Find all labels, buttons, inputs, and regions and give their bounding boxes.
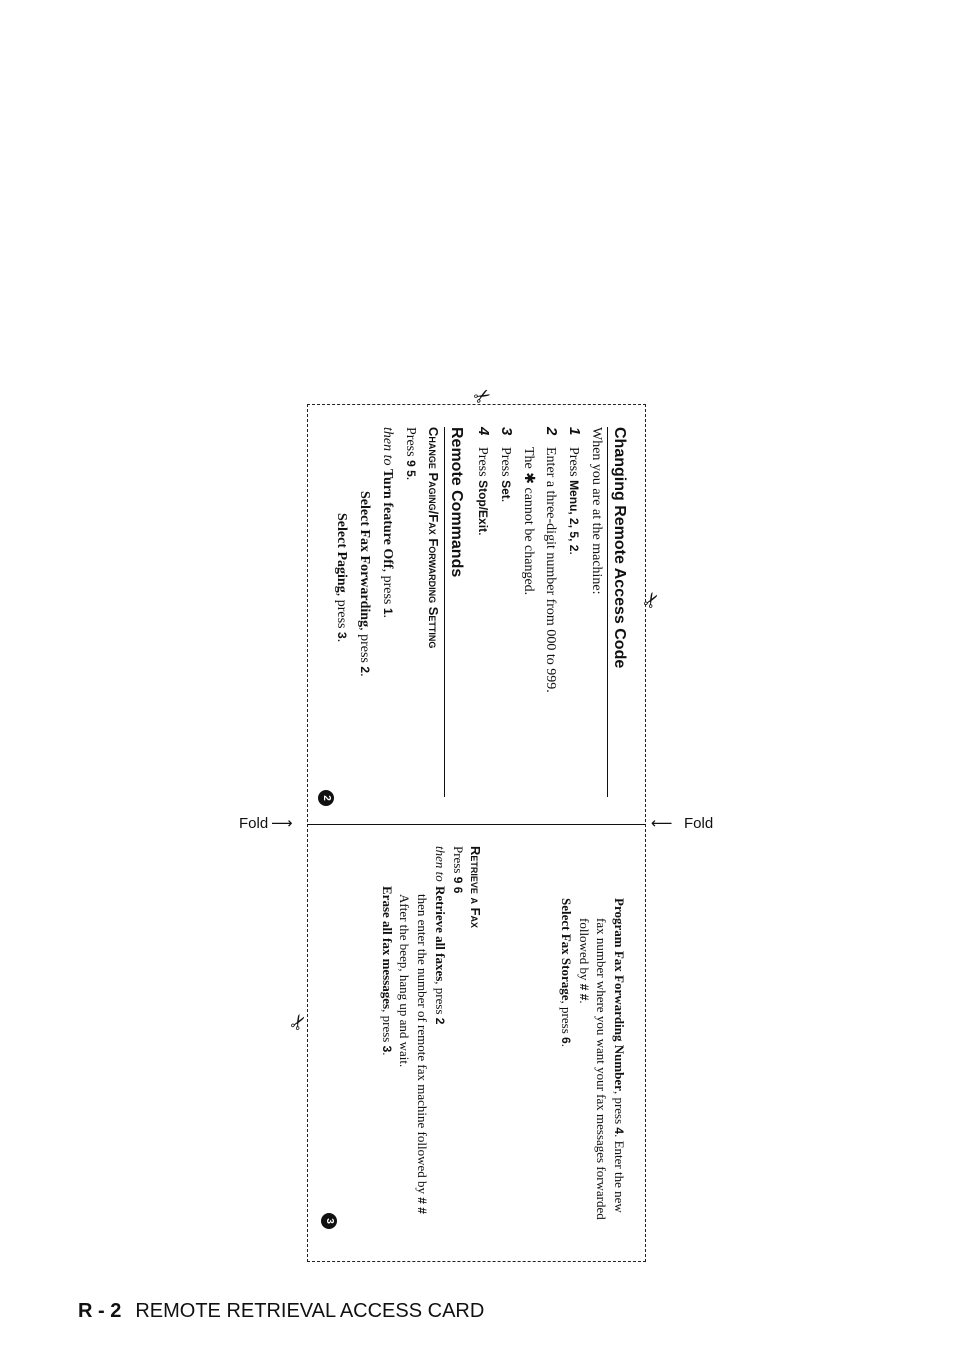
footer-title: REMOTE RETRIEVAL ACCESS CARD bbox=[135, 1300, 485, 1322]
scissors-icon: ✂ bbox=[469, 381, 496, 411]
fold-label-right: Fold bbox=[684, 815, 714, 832]
erase-all-row: Erase all fax messages, press 3. bbox=[380, 886, 395, 1056]
step-4: 4Press Stop/Exit. bbox=[475, 427, 492, 536]
section-title-changing-code: Changing Remote Access Code bbox=[611, 427, 628, 669]
step-1: 1Press Menu, 2, 5, 2. bbox=[566, 427, 583, 555]
retrieve-fax-heading: Retrieve a Fax bbox=[468, 846, 483, 929]
retrieve-all-text: then enter the number of remote fax machine followed by # # bbox=[415, 894, 430, 1214]
scissors-icon: ✂ bbox=[283, 1008, 313, 1036]
intro-text: When you are at the machine: bbox=[589, 427, 604, 595]
panel-2 bbox=[330, 427, 630, 797]
change-setting-heading: Change Paging/Fax Forwarding Setting bbox=[426, 427, 441, 649]
step-2: 2Enter a three-digit number from 000 to 999. bbox=[543, 427, 560, 693]
arrow-left-icon: ⟵ bbox=[651, 814, 673, 832]
scissors-icon: ✂ bbox=[636, 586, 666, 614]
page-footer bbox=[78, 1300, 484, 1323]
step-3: 3Press Set. bbox=[498, 427, 515, 503]
program-forwarding-text: fax number where you want your fax messages forwarded bbox=[594, 918, 609, 1220]
fold-line bbox=[307, 824, 646, 825]
program-forwarding-row: Program Fax Forwarding Number, press 4. Enter the new bbox=[612, 898, 627, 1213]
program-forwarding-followed: followed by # #. bbox=[577, 918, 592, 1004]
panel-number-badge: 2 bbox=[318, 790, 334, 806]
press-96: Press 9 6 bbox=[451, 846, 466, 894]
press-95: Press 9 5. bbox=[403, 427, 418, 481]
option-row-3: Select Paging, press 3. bbox=[334, 513, 349, 643]
option-row-1: then toTurn feature Off, press 1. bbox=[380, 427, 395, 619]
section-title-remote-commands: Remote Commands bbox=[448, 427, 465, 578]
fax-storage-row: Select Fax Storage, press 6. bbox=[559, 898, 574, 1047]
panel-number-badge: 3 bbox=[321, 1213, 337, 1229]
panel-3-lower bbox=[378, 846, 484, 1214]
option-row-2: Select Fax Forwarding, press 2. bbox=[357, 491, 372, 677]
retrieve-all-wait: After the beep, hang up and wait. bbox=[397, 894, 412, 1068]
retrieve-all-row: then toRetrieve all faxes, press 2 bbox=[433, 846, 448, 1025]
page-number: R - 2 bbox=[78, 1300, 122, 1322]
arrow-right-icon: ⟶ bbox=[271, 814, 293, 832]
panel-3-upper bbox=[557, 898, 628, 1220]
fold-label-left: Fold bbox=[239, 815, 269, 832]
step-2-note: The ✱ cannot be changed. bbox=[521, 447, 536, 596]
